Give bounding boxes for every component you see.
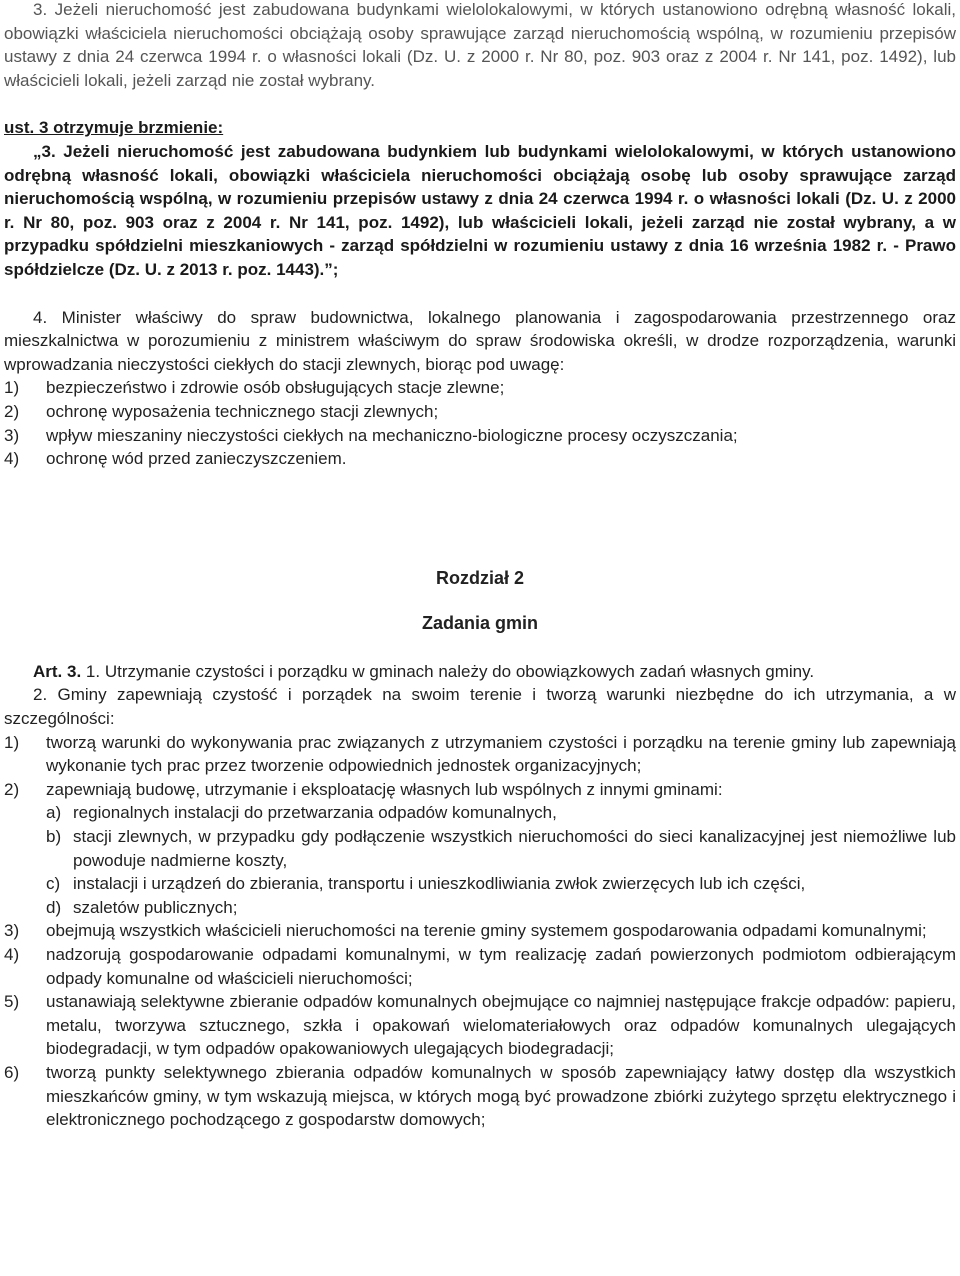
list-item-number: 6) [4, 1062, 20, 1082]
sub-list-item-text: szaletów publicznych; [73, 897, 238, 917]
list-item [4, 919, 956, 943]
sub-list-item-text: stacji zlewnych, w przypadku gdy podłączenie wszystkich nieruchomości do sieci kanalizacyjnej jest niemożliwe lub powoduje nadmierne koszty, [73, 827, 956, 870]
list-item-number: 2) [4, 401, 20, 421]
sub-list-item-letter: a) [46, 803, 62, 823]
sub-list-item-text: instalacji i urządzeń do zbierania, transportu i unieszkodliwiania zwłok zwierzęcych lub ich części, [73, 874, 806, 894]
chapter-number: Rozdział 2 [435, 567, 524, 588]
sub-list-item [46, 825, 956, 872]
list-item-text: tworzą punkty selektywnego zbierania odpadów komunalnych w sposób zapewniający łatwy dostęp dla wszystkich mieszkańców gminy, w tym wskazują miejsca, w których mogą być prowadzone zbiórki zużytego sprzętu elektrycznego i elektronicznego pochodzącego z gospodarstw domowych; [46, 1062, 956, 1130]
list-item-number: 3) [4, 921, 20, 941]
list-item-number: 5) [4, 992, 20, 1012]
list-item [4, 990, 956, 1061]
list-item-text: ochronę wód przed zanieczyszczeniem. [46, 449, 347, 469]
list-item-text: ustanawiają selektywne zbieranie odpadów komunalnych obejmujące co najmniej następujące frakcje odpadów: papieru, metalu, tworzywa sztucznego, szkła i opakowań wielomateriałowych oraz odpadów komunalnych ulegających biodegradacji, w tym odpadów opakowaniowych ulegających biodegradacji; [46, 992, 956, 1059]
sub-list-item-text: regionalnych instalacji do przetwarzania odpadów komunalnych, [73, 803, 557, 823]
article-3-paragraph-1 [4, 660, 956, 684]
chapter-title: Zadania gmin [421, 613, 538, 634]
sub-list-item-letter: d) [46, 897, 62, 917]
document-page [4, 0, 956, 1132]
list-item-text: tworzą warunki do wykonywania prac związanych z utrzymaniem czystości i porządku na terenie gminy lub zapewniają wykonanie tych prac przez tworzenie odpowiednich jednostek organizacyjnych; [46, 732, 956, 776]
new-paragraph-3: „3. Jeżeli nieruchomość jest zabudowana budynkiem lub budynkami wielolokalowymi, w których ustanowiono odrębną własność lokali, obowiązki właściciela nieruchomości obciążają osobę lub osoby sprawujące zarząd nieruchomością wspólną, w rozumieniu przepisów ustawy z dnia 24 czerwca 1994 r. o własności lokali (Dz. U. z 2000 r. Nr 80, poz. 903 oraz z 2004 r. Nr 141, poz. 1492), lub właścicieli lokali, jeżeli zarząd nie został wybrany, a w przypadku spółdzielni mieszkaniowych - zarząd spółdzielni w rozumieniu ustawy z dnia 16 września 1982 r. - Prawo spółdzielcze (Dz. U. z 2013 r. poz. 1443).”; [4, 141, 956, 279]
old-paragraph-3: 3. Jeżeli nieruchomość jest zabudowana budynkami wielolokalowymi, w których ustanowiono odrębną własność lokali, obowiązki właściciela nieruchomości obciążają osoby sprawujące zarząd nieruchomością wspólną, w rozumieniu przepisów ustawy z dnia 24 czerwca 1994 r. o własności lokali (Dz. U. z 2000 r. Nr 80, poz. 903 oraz z 2004 r. Nr 141, poz. 1492), lub właścicieli lokali, jeżeli zarząd nie został wybrany. [4, 0, 956, 90]
list-item-text: nadzorują gospodarowanie odpadami komunalnymi, w tym realizację zadań powierzonych podmiotom odbierającym odpady komunalne od właścicieli nieruchomości; [46, 945, 956, 988]
list-item [4, 376, 956, 400]
article-3-p1-text: 1. Utrzymanie czystości i porządku w gminach należy do obowiązkowych zadań własnych gminy. [85, 661, 815, 681]
article-3-paragraph-2: 2. Gminy zapewniają czystość i porządek na swoim terenie i tworzą warunki niezbędne do ich utrzymania, a w szczególności: [4, 685, 956, 729]
paragraph-4-intro: 4. Minister właściwy do spraw budownictwa, lokalnego planowania i zagospodarowania przestrzennego oraz mieszkalnictwa w porozumieniu z ministrem właściwym do spraw środowiska określi, w drodze rozporządzenia, warunki wprowadzania nieczystości ciekłych do stacji zlewnych, biorąc pod uwagę: [4, 307, 956, 374]
amendment-header-text: ust. 3 otrzymuje brzmienie: [4, 118, 224, 138]
article-label: Art. 3. [33, 661, 82, 681]
paragraph-4-list [4, 376, 956, 470]
sub-list-item [46, 896, 956, 920]
list-item-text: zapewniają budowę, utrzymanie i eksploatację własnych lub wspólnych z innymi gminami: [46, 779, 723, 799]
list-item-number: 4) [4, 449, 20, 469]
list-item [4, 943, 956, 990]
list-item [4, 424, 956, 448]
sub-list-item [46, 801, 956, 825]
list-item-text: obejmują wszystkich właścicieli nieruchomości na terenie gminy systemem gospodarowania odpadami komunalnymi; [46, 921, 927, 941]
list-item-text: ochronę wyposażenia technicznego stacji zlewnych; [46, 401, 439, 421]
sub-list-item-letter: b) [46, 827, 62, 847]
list-item-number: 3) [4, 425, 20, 445]
list-item-number: 2) [4, 779, 20, 799]
list-item-number: 1) [4, 378, 20, 398]
sub-list-item-letter: c) [46, 874, 61, 894]
list-item [4, 447, 956, 471]
list-item [4, 400, 956, 424]
list-item [4, 731, 956, 778]
article-3-list [4, 731, 956, 1132]
sub-list-item [46, 872, 956, 896]
list-item-text: bezpieczeństwo i zdrowie osób obsługujących stacje zlewne; [46, 378, 505, 398]
list-item-text: wpływ mieszaniny nieczystości ciekłych na mechaniczno-biologiczne procesy oczyszczania; [46, 425, 738, 445]
amendment-header [4, 116, 956, 140]
list-item-number: 4) [4, 945, 20, 964]
list-item [4, 778, 956, 802]
list-item-number: 1) [4, 732, 20, 752]
list-item [4, 1061, 956, 1132]
